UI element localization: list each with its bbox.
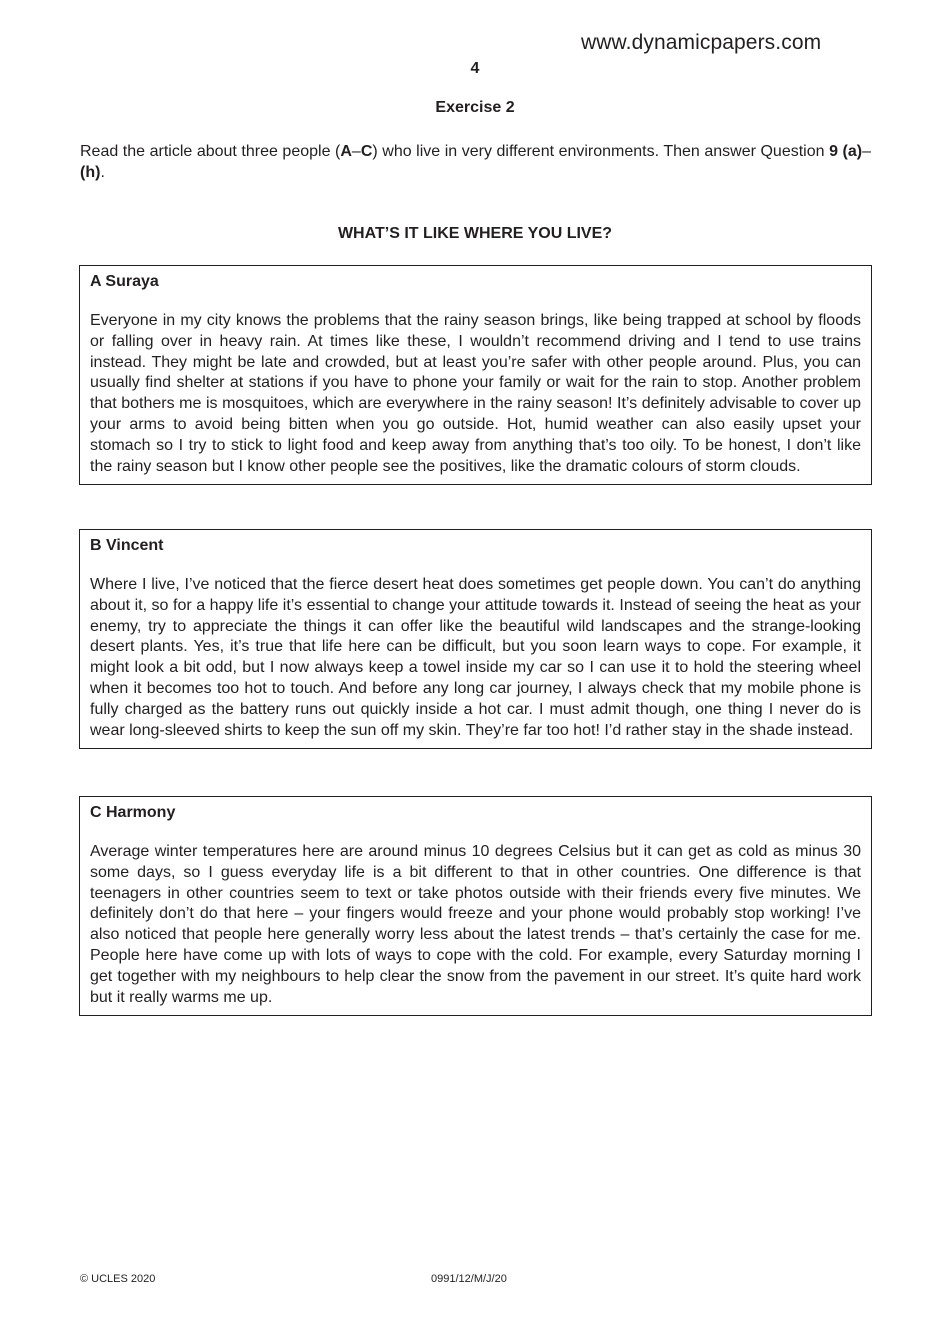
person-text: Where I live, I’ve noticed that the fierce desert heat does sometimes get people down. You can’t do anything about it, so for a happy life it’s essential to change your attitude towards it. Instead of seeing the heat as your enemy, try to appreciate the things it can offer like the beautiful wild landscapes and the strange-looking desert plants. Yes, it’s true that life here can be difficult, but you soon learn ways to cope. For example, it might look a bit odd, but I now always keep a towel inside my car so I can use it to hold the steering wheel when it becomes too hot to touch. And before any long car journey, I always check that my mobile phone is fully charged as the battery runs out quickly inside a hot car. I must admit though, one thing I never do is wear long-sleeved shirts to keep the sun off my skin. They’re far too hot! I’d rather stay in the shade instead. (90, 576, 861, 739)
instructions-text: – (862, 143, 871, 160)
instructions-text: ) who live in very different environments. Then answer Question (372, 143, 830, 160)
person-name: A Suraya (90, 273, 159, 290)
page-number: 4 (470, 60, 480, 77)
person-box-suraya (79, 265, 872, 485)
instructions-bold: A (340, 143, 352, 160)
article-title: WHAT’S IT LIKE WHERE YOU LIVE? (337, 225, 613, 242)
person-name: B Vincent (90, 537, 164, 554)
person-name: C Harmony (90, 804, 176, 821)
exercise-title: Exercise 2 (435, 99, 515, 116)
instructions-bold: (h) (80, 164, 101, 181)
instructions-bold: 9 (a) (829, 143, 863, 160)
person-box-vincent (79, 529, 872, 749)
site-url: www.dynamicpapers.com (581, 31, 822, 54)
instructions-text: Read the article about three people ( (80, 143, 341, 160)
footer-copyright: © UCLES 2020 (80, 1273, 156, 1285)
instructions (80, 141, 871, 183)
instructions-text: . (100, 164, 105, 181)
footer-paper-code: 0991/12/M/J/20 (431, 1273, 507, 1285)
person-text: Average winter temperatures here are around minus 10 degrees Celsius but it can get as cold as minus 30 some days, so I guess everyday life is a bit different to that in other countries. One difference is that teenagers in other countries seem to text or take photos outside with their friends every five minutes. We definitely don’t do that here – your fingers would freeze and your phone would probably stop working! I’ve also noticed that people here generally worry less about the latest trends – that’s certainly the case for me. People here have come up with lots of ways to cope with the cold. For example, every Saturday morning I get together with my neighbours to help clear the snow from the pavement in our street. It’s quite hard work but it really warms me up. (90, 843, 861, 1006)
person-text: Everyone in my city knows the problems that the rainy season brings, like being trapped at school by floods or falling over in heavy rain. At times like these, I wouldn’t recommend driving and I tend to use trains instead. They might be late and crowded, but at least you’re safer with other people around. Plus, you can usually find shelter at stations if you have to phone your family or wait for the rain to stop. Another problem that bothers me is mosquitoes, which are everywhere in the rainy season! It’s definitely advisable to cover up your arms to avoid being bitten when you go outside. Hot, humid weather can also easily upset your stomach so I try to stick to light food and keep away from anything that’s too oily. To be honest, I don’t like the rainy season but I know other people see the positives, like the dramatic colours of storm clouds. (90, 312, 861, 475)
person-box-harmony (79, 796, 872, 1016)
instructions-text: – (351, 143, 361, 160)
instructions-bold: C (360, 143, 373, 160)
